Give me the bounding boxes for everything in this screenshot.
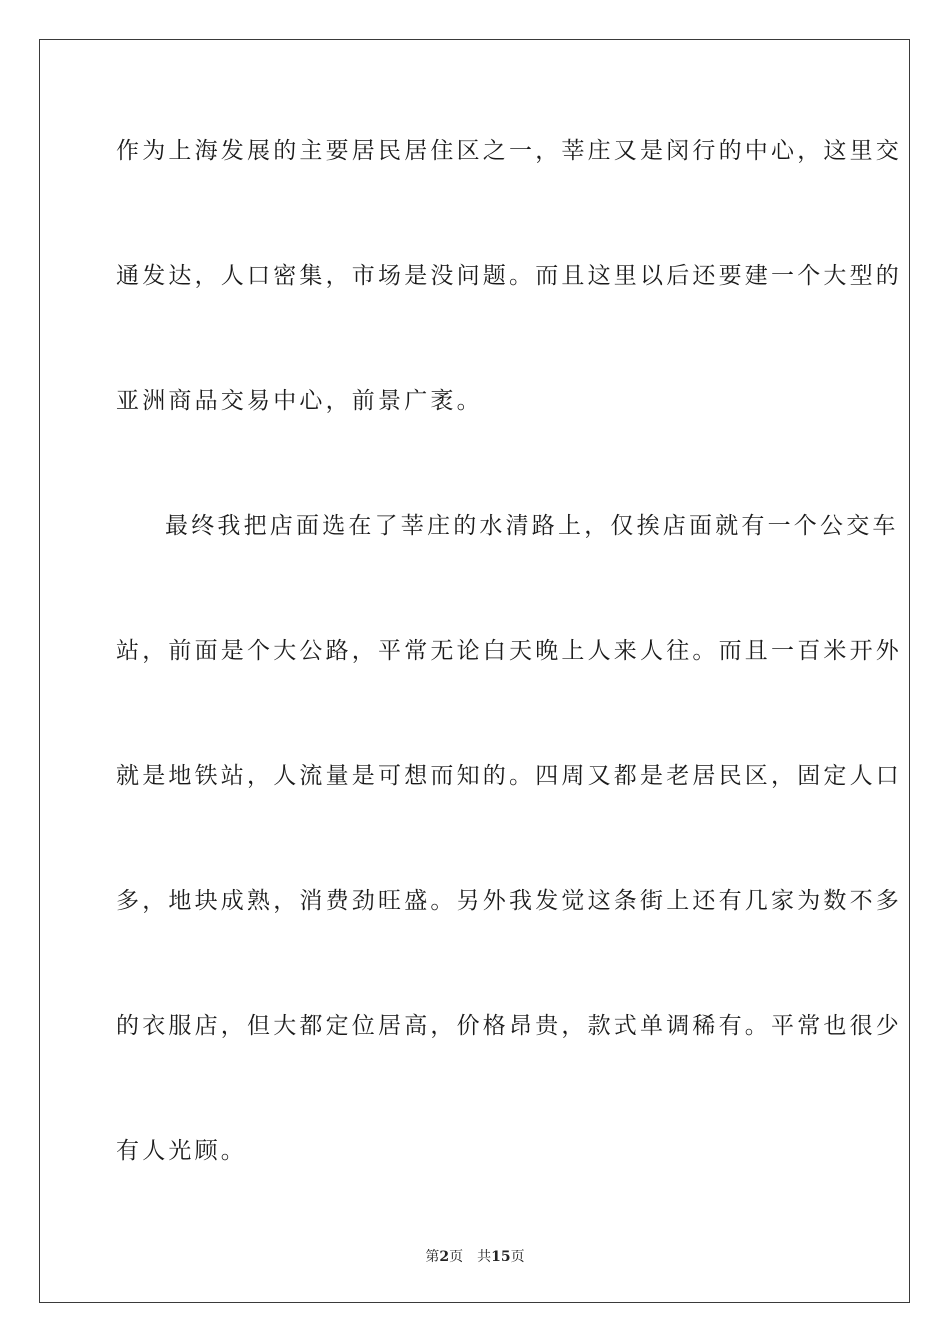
- total-suffix: 页: [510, 1249, 525, 1265]
- page-suffix: 页: [449, 1249, 464, 1265]
- text-line: 站，前面是个大公路，平常无论白天晚上人来人往。而且一百米开外: [116, 638, 902, 664]
- text-line: 多，地块成熟，消费劲旺盛。另外我发觉这条街上还有几家为数不多: [116, 888, 902, 914]
- page-prefix: 第: [425, 1249, 440, 1265]
- page-number: 2: [439, 1249, 450, 1265]
- total-pages: 15: [491, 1249, 511, 1265]
- text-line: 的衣服店，但大都定位居高，价格昂贵，款式单调稀有。平常也很少: [116, 1013, 902, 1039]
- text-line: 就是地铁站，人流量是可想而知的。四周又都是老居民区，固定人口: [116, 763, 902, 789]
- text-line: 有人光顾。: [116, 1138, 247, 1164]
- total-prefix: 共: [477, 1249, 492, 1265]
- text-line: 最终我把店面选在了莘庄的水清路上，仅挨店面就有一个公交车: [165, 513, 899, 539]
- page-border: [39, 39, 910, 1303]
- text-line: 作为上海发展的主要居民居住区之一，莘庄又是闵行的中心，这里交: [116, 138, 902, 164]
- text-line: 亚洲商品交易中心，前景广袤。: [116, 388, 483, 414]
- text-line: 通发达，人口密集，市场是没问题。而且这里以后还要建一个大型的: [116, 263, 902, 289]
- page-footer: [0, 1246, 950, 1266]
